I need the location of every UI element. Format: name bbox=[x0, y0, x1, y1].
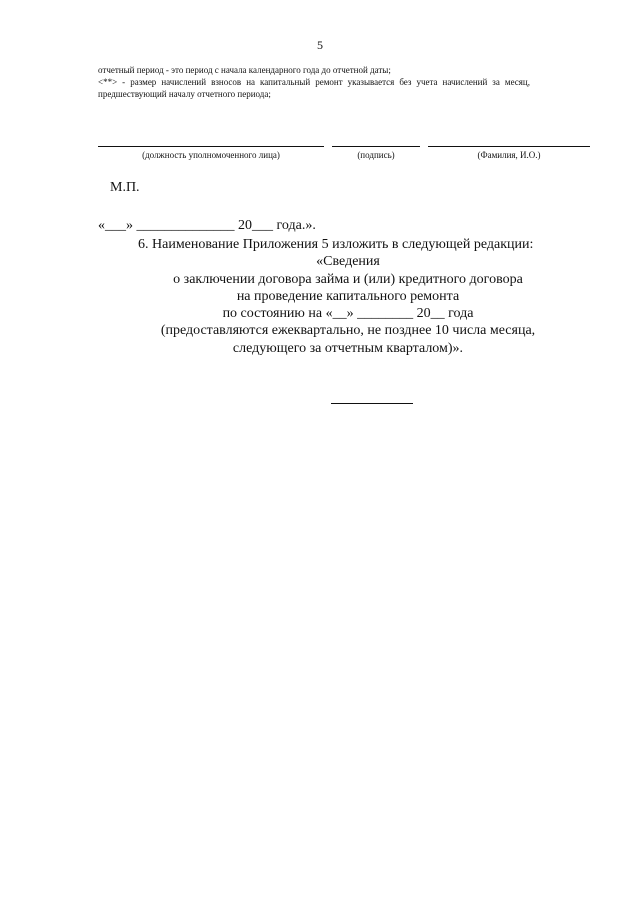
page-number: 5 bbox=[317, 38, 323, 52]
signature-line bbox=[332, 146, 420, 147]
footnotes bbox=[98, 64, 530, 100]
signature-field bbox=[332, 146, 420, 160]
position-line bbox=[98, 146, 324, 147]
date-line: «___» ______________ 20___ года.». bbox=[98, 218, 316, 233]
appendix-title-line: по состоянию на «__» ________ 20__ года bbox=[222, 306, 474, 322]
name-caption: (Фамилия, И.О.) bbox=[477, 150, 541, 160]
signature-block bbox=[98, 146, 592, 176]
position-caption: (должность уполномоченного лица) bbox=[142, 150, 280, 160]
end-rule bbox=[331, 403, 413, 404]
name-field bbox=[428, 146, 590, 160]
main-text bbox=[98, 236, 598, 357]
signature-caption: (подпись) bbox=[357, 150, 395, 160]
appendix-title-line: «Сведения bbox=[316, 254, 380, 270]
appendix-title-line: о заключении договора займа и (или) кредитного договора bbox=[173, 271, 523, 287]
position-field bbox=[98, 146, 324, 160]
appendix-title-line: на проведение капитального ремонта bbox=[236, 288, 460, 304]
footnote-contributions: <**> - размер начислений взносов на капитальный ремонт указывается без учета начислений за месяц, предшествующий началу отчетного периода; bbox=[98, 77, 530, 99]
appendix-title-line: следующего за отчетным кварталом)». bbox=[232, 340, 464, 356]
footnote-reporting-period: отчетный период - это период с начала календарного года до отчетной даты; bbox=[98, 65, 391, 75]
appendix-title-line: (предоставляются ежеквартально, не позднее 10 числа месяца, bbox=[160, 323, 536, 339]
stamp-placeholder: М.П. bbox=[110, 180, 140, 195]
name-line bbox=[428, 146, 590, 147]
amendment-paragraph: 6. Наименование Приложения 5 изложить в следующей редакции: bbox=[138, 237, 534, 252]
